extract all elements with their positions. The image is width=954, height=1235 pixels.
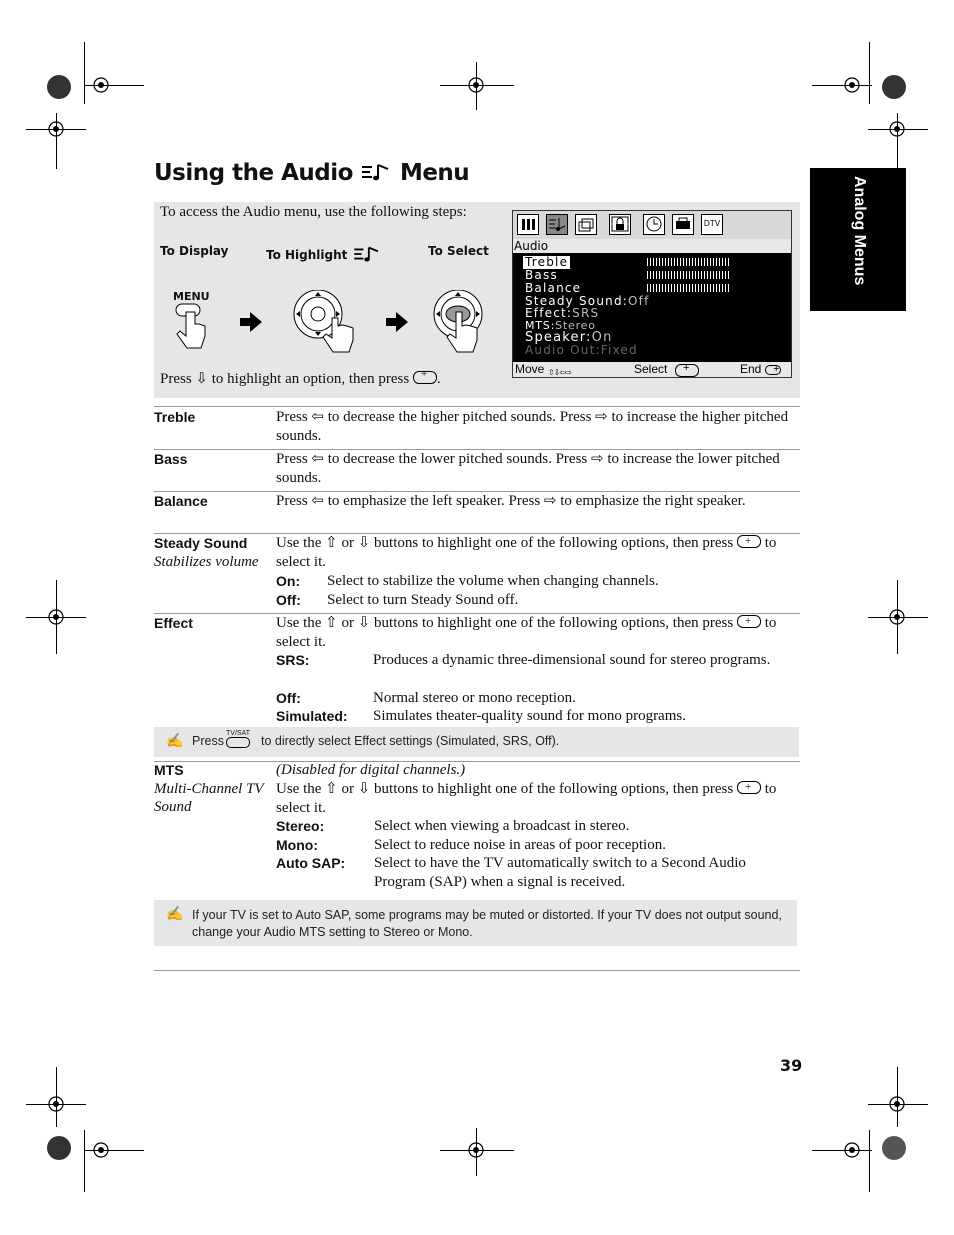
page-title: Using the Audio Menu	[154, 160, 470, 186]
osd-item-treble: Treble	[525, 255, 569, 269]
osd-item-effect: Effect:SRS	[525, 306, 600, 320]
down-arrow-icon: ⇩	[195, 371, 208, 387]
osd-balance-bar	[647, 284, 731, 292]
to-highlight-label: To Highlight	[266, 244, 382, 264]
option-key: Stereo:	[276, 818, 325, 834]
steps-press-line: Press ⇩ to highlight an option, then press + .	[160, 369, 441, 388]
term-steady-sound-sub: Stabilizes volume	[154, 554, 259, 570]
audio-icon	[546, 214, 568, 235]
option-value: Produces a dynamic three-dimensional sound for stereo programs.	[373, 652, 771, 668]
page-bottom-rule	[154, 970, 800, 971]
page-number: 39	[780, 1056, 803, 1075]
osd-icon-bar	[513, 211, 791, 239]
option-value: Select to stabilize the volume when changing channels.	[327, 573, 659, 589]
osd-bass-bar	[647, 271, 731, 279]
option-value: Select to reduce noise in areas of poor reception.	[374, 837, 666, 853]
steps-intro: To access the Audio menu, use the following steps:	[160, 204, 467, 220]
menu-button-label: MENU	[173, 290, 210, 303]
timer-icon	[643, 214, 665, 235]
audio-icon	[360, 161, 392, 183]
dtv-icon: DTV	[701, 214, 723, 235]
osd-header: Audio	[513, 239, 791, 253]
mts-note: ✍ If your TV is set to Auto SAP, some programs may be muted or distorted. If your TV does not output sound, change your Audio MTS setting to Stereo or Mono.	[154, 900, 797, 946]
to-display-label: To Display	[160, 244, 229, 258]
option-value: Select to have the TV automatically switch to a Second Audio Program (SAP) when a signal is received.	[374, 855, 746, 890]
desc-treble: Press ⇦ to decrease the higher pitched sounds. Press ⇨ to increase the higher pitched sounds.	[276, 409, 789, 444]
note-pencil-icon: ✍	[166, 905, 184, 921]
option-key: Off:	[276, 592, 301, 608]
select-button-icon	[737, 615, 761, 628]
term-mts-sub: Multi-Channel TV Sound	[154, 781, 264, 815]
select-button-icon	[413, 371, 437, 384]
osd-item-audio-out: Audio Out:Fixed	[525, 343, 638, 357]
osd-footer: Move ⇧⇩⇦⇨ Select + End +	[513, 362, 791, 377]
audio-osd-screen	[512, 210, 792, 378]
option-key: On:	[276, 573, 301, 589]
option-value: Normal stereo or mono reception.	[373, 690, 576, 706]
option-key: Mono:	[276, 837, 318, 853]
to-select-label: To Select	[428, 244, 489, 258]
select-button-icon	[737, 781, 761, 794]
desc-mts: Use the ⇧ or ⇩ buttons to highlight one of the following options, then press + to select it.	[276, 780, 796, 818]
desc-bass: Press ⇦ to decrease the lower pitched sounds. Press ⇨ to increase the lower pitched sounds.	[276, 451, 780, 486]
desc-balance: Press ⇦ to emphasize the left speaker. Press ⇨ to emphasize the right speaker.	[276, 493, 746, 509]
select-button-icon	[675, 364, 699, 377]
term-effect: Effect	[154, 615, 193, 631]
option-value: Simulates theater-quality sound for mono programs.	[373, 708, 686, 724]
osd-item-speaker: Speaker:On	[525, 330, 613, 345]
channel-icon	[575, 214, 597, 235]
tvsat-button-icon: TV/SAT	[226, 730, 250, 748]
term-mts: MTS	[154, 762, 184, 778]
option-value: Select to turn Steady Sound off.	[327, 592, 519, 608]
osd-item-balance: Balance	[525, 281, 582, 295]
desc-steady-sound: Use the ⇧ or ⇩ buttons to highlight one of the following options, then press + to select it.	[276, 534, 796, 572]
menu-button-hand-icon	[170, 302, 218, 354]
arrow-right-icon	[240, 312, 262, 332]
parent-icon	[609, 214, 631, 235]
effect-note: ✍ Press TV/SAT to directly select Effect settings (Simulated, SRS, Off).	[154, 727, 799, 757]
side-tab: Analog Menus	[810, 168, 906, 311]
audio-icon	[352, 244, 382, 264]
option-value: Select when viewing a broadcast in stereo.	[374, 818, 630, 834]
setup-icon	[672, 214, 694, 235]
mts-disabled-note: (Disabled for digital channels.)	[276, 762, 466, 778]
joystick-select-hand-icon	[430, 290, 490, 356]
osd-item-steady-sound: Steady Sound:Off	[525, 294, 650, 308]
video-icon	[517, 214, 539, 235]
option-key: SRS:	[276, 652, 310, 668]
joystick-hand-icon	[288, 290, 368, 356]
arrow-right-icon	[386, 312, 408, 332]
option-key: Off:	[276, 690, 301, 706]
row-divider	[154, 406, 800, 407]
osd-treble-bar	[647, 258, 731, 266]
option-key: Auto SAP:	[276, 855, 346, 871]
term-treble: Treble	[154, 409, 196, 425]
note-pencil-icon: ✍	[166, 732, 184, 748]
menu-button-icon	[765, 365, 781, 375]
desc-effect: Use the ⇧ or ⇩ buttons to highlight one of the following options, then press + to select it.	[276, 614, 796, 652]
option-key: Simulated:	[276, 708, 348, 724]
move-arrows-icon: ⇧⇩⇦⇨	[548, 368, 571, 377]
term-balance: Balance	[154, 493, 208, 509]
osd-item-bass: Bass	[525, 268, 558, 282]
osd-item-mts: MTS:Stereo	[525, 319, 596, 332]
select-button-icon	[737, 535, 761, 548]
term-steady-sound: Steady Sound	[154, 535, 248, 551]
term-bass: Bass	[154, 451, 188, 467]
